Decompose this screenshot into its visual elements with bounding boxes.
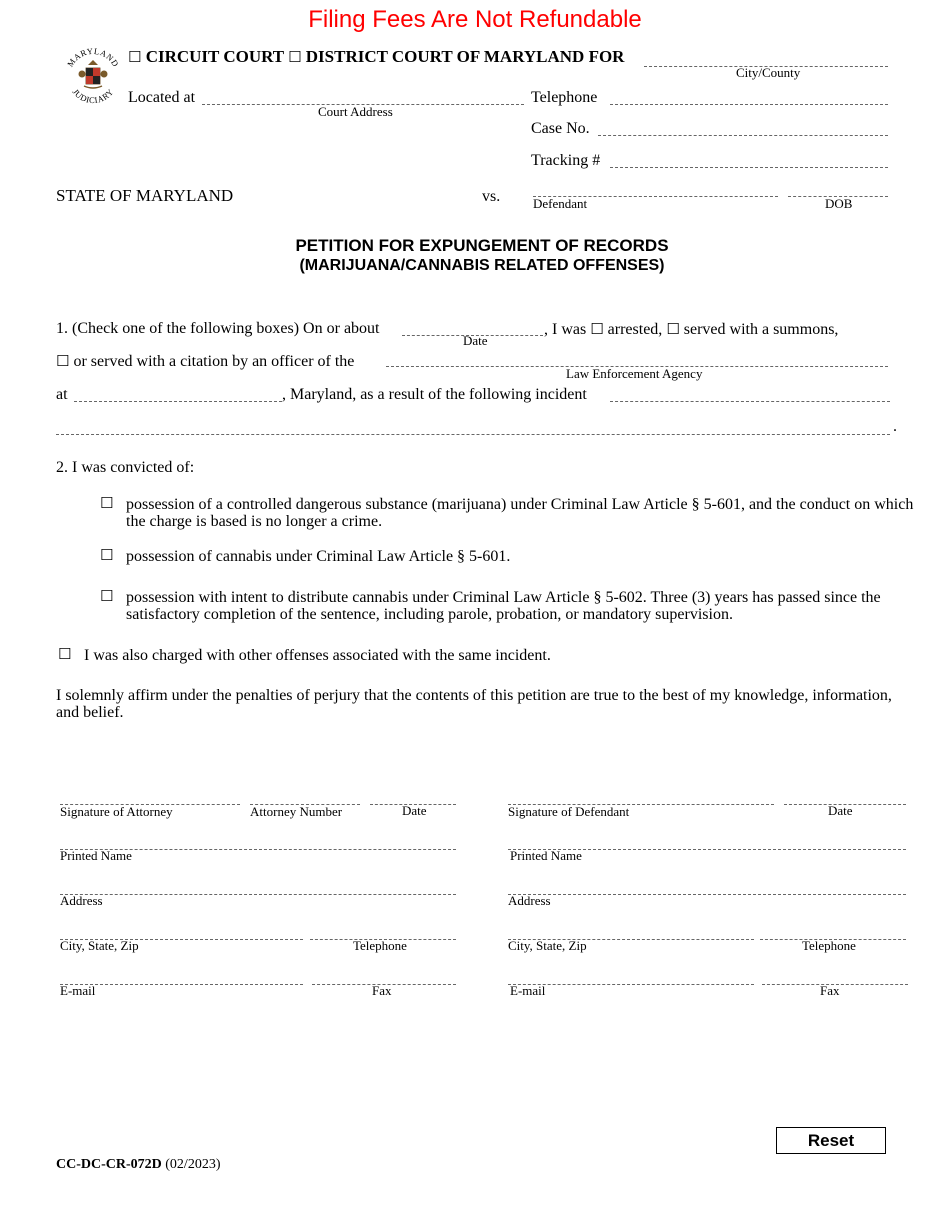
incident-period: .: [893, 418, 897, 435]
summons-checkbox[interactable]: ☐: [666, 320, 680, 338]
district-court-checkbox[interactable]: ☐: [288, 48, 302, 66]
attorney-signature-input[interactable]: [60, 788, 240, 805]
attorney-email-input[interactable]: [60, 968, 303, 985]
conviction-pwid-checkbox[interactable]: ☐: [100, 587, 114, 605]
maryland-incident-label: , Maryland, as a result of the following incident: [282, 386, 587, 403]
reset-button[interactable]: Reset: [776, 1127, 886, 1154]
form-number: CC-DC-CR-072D: [56, 1157, 162, 1172]
court-selection: [128, 47, 624, 67]
defendant-city-label: City, State, Zip: [508, 938, 587, 953]
fee-notice: Filing Fees Are Not Refundable: [308, 6, 642, 33]
located-at-label: Located at: [128, 89, 196, 106]
arrested-label: arrested,: [607, 321, 663, 338]
defendant-label: Defendant: [533, 196, 588, 211]
citation-checkbox[interactable]: ☐: [56, 352, 70, 370]
agency-label: Law Enforcement Agency: [566, 366, 703, 381]
agency-input[interactable]: [386, 350, 888, 367]
attorney-printed-name-label: Printed Name: [60, 848, 132, 863]
defendant-printed-name-label: Printed Name: [510, 848, 582, 863]
state-of-maryland: STATE OF MARYLAND: [56, 186, 234, 205]
dob-label: DOB: [825, 196, 853, 211]
conviction-pwid-text: possession with intent to distribute cannabis under Criminal Law Article § 5-602. Three (3) years has passed since the satisfactory completion of the sentence, including parole, probation, or mandatory supervision.: [126, 589, 881, 623]
maryland-judiciary-seal: [62, 44, 124, 106]
circuit-court-label: CIRCUIT COURT: [145, 47, 284, 66]
defendant-fax-label: Fax: [820, 983, 840, 998]
dob-input[interactable]: [788, 180, 888, 197]
seal-icon: [62, 44, 124, 106]
conviction-cds-text: possession of a controlled dangerous substance (marijuana) under Criminal Law Article § 5-601, and the conduct on which the charge is based is no longer a crime.: [126, 496, 914, 530]
attorney-telephone-label: Telephone: [353, 938, 407, 953]
form-subtitle: (MARIJUANA/CANNABIS RELATED OFFENSES): [299, 257, 665, 274]
defendant-address-input[interactable]: [508, 878, 906, 895]
other-offenses-text: I was also charged with other offenses associated with the same incident.: [84, 647, 551, 664]
conviction-cannabis-checkbox[interactable]: ☐: [100, 546, 114, 564]
other-offenses-checkbox[interactable]: ☐: [58, 645, 72, 663]
vs-label: vs.: [482, 188, 501, 205]
tracking-label: Tracking #: [531, 152, 601, 169]
attorney-email-label: E-mail: [60, 983, 96, 998]
citation-row: [56, 352, 354, 371]
citation-label: or served with a citation by an officer of the: [73, 353, 355, 370]
location-input[interactable]: [74, 385, 282, 402]
attorney-number-input[interactable]: [250, 788, 360, 805]
defendant-signature-label: Signature of Defendant: [508, 804, 630, 819]
conviction-cannabis-text: possession of cannabis under Criminal Law Article § 5-601.: [126, 548, 511, 565]
item1-intro: 1. (Check one of the following boxes) On or about: [56, 320, 380, 337]
attorney-signature-label: Signature of Attorney: [60, 804, 173, 819]
form-revision: (02/2023): [165, 1157, 221, 1172]
svg-text:MARYLAND: MARYLAND: [65, 45, 122, 69]
item1-options: [544, 320, 838, 339]
case-no-label: Case No.: [531, 120, 590, 137]
defendant-input[interactable]: [533, 180, 778, 197]
attorney-address-input[interactable]: [60, 878, 456, 895]
date-label: Date: [463, 333, 488, 348]
summons-label: served with a summons,: [683, 321, 839, 338]
item2-heading: 2. I was convicted of:: [56, 459, 195, 476]
at-label: at: [56, 386, 68, 403]
tracking-number-input[interactable]: [610, 151, 888, 168]
attorney-fax-label: Fax: [372, 983, 392, 998]
incident-continued-input[interactable]: [56, 418, 890, 435]
attorney-city-label: City, State, Zip: [60, 938, 139, 953]
defendant-telephone-label: Telephone: [802, 938, 856, 953]
defendant-address-label: Address: [508, 893, 551, 908]
district-court-label: DISTRICT COURT OF MARYLAND FOR: [305, 47, 625, 66]
attorney-number-label: Attorney Number: [250, 804, 343, 819]
case-number-input[interactable]: [598, 119, 888, 136]
attorney-address-label: Address: [60, 893, 103, 908]
incident-input[interactable]: [610, 385, 890, 402]
conviction-cds-checkbox[interactable]: ☐: [100, 494, 114, 512]
i-was-text: , I was: [544, 321, 587, 338]
defendant-date-label: Date: [828, 803, 853, 818]
defendant-signature-input[interactable]: [508, 788, 774, 805]
telephone-label: Telephone: [531, 89, 598, 106]
arrested-checkbox[interactable]: ☐: [590, 320, 604, 338]
city-county-label: City/County: [736, 65, 801, 80]
court-address-label: Court Address: [318, 104, 393, 119]
defendant-email-label: E-mail: [510, 983, 546, 998]
svg-text:JUDICIARY: JUDICIARY: [70, 86, 116, 106]
circuit-court-checkbox[interactable]: ☐: [128, 48, 142, 66]
court-telephone-input[interactable]: [610, 88, 888, 105]
form-footer: [56, 1157, 220, 1173]
court-address-input[interactable]: [202, 88, 524, 105]
attorney-date-label: Date: [402, 803, 427, 818]
form-title: PETITION FOR EXPUNGEMENT OF RECORDS: [295, 236, 669, 255]
affirmation-text: I solemnly affirm under the penalties of perjury that the contents of this petition are true to the best of my knowledge, information, and belief.: [56, 687, 892, 721]
